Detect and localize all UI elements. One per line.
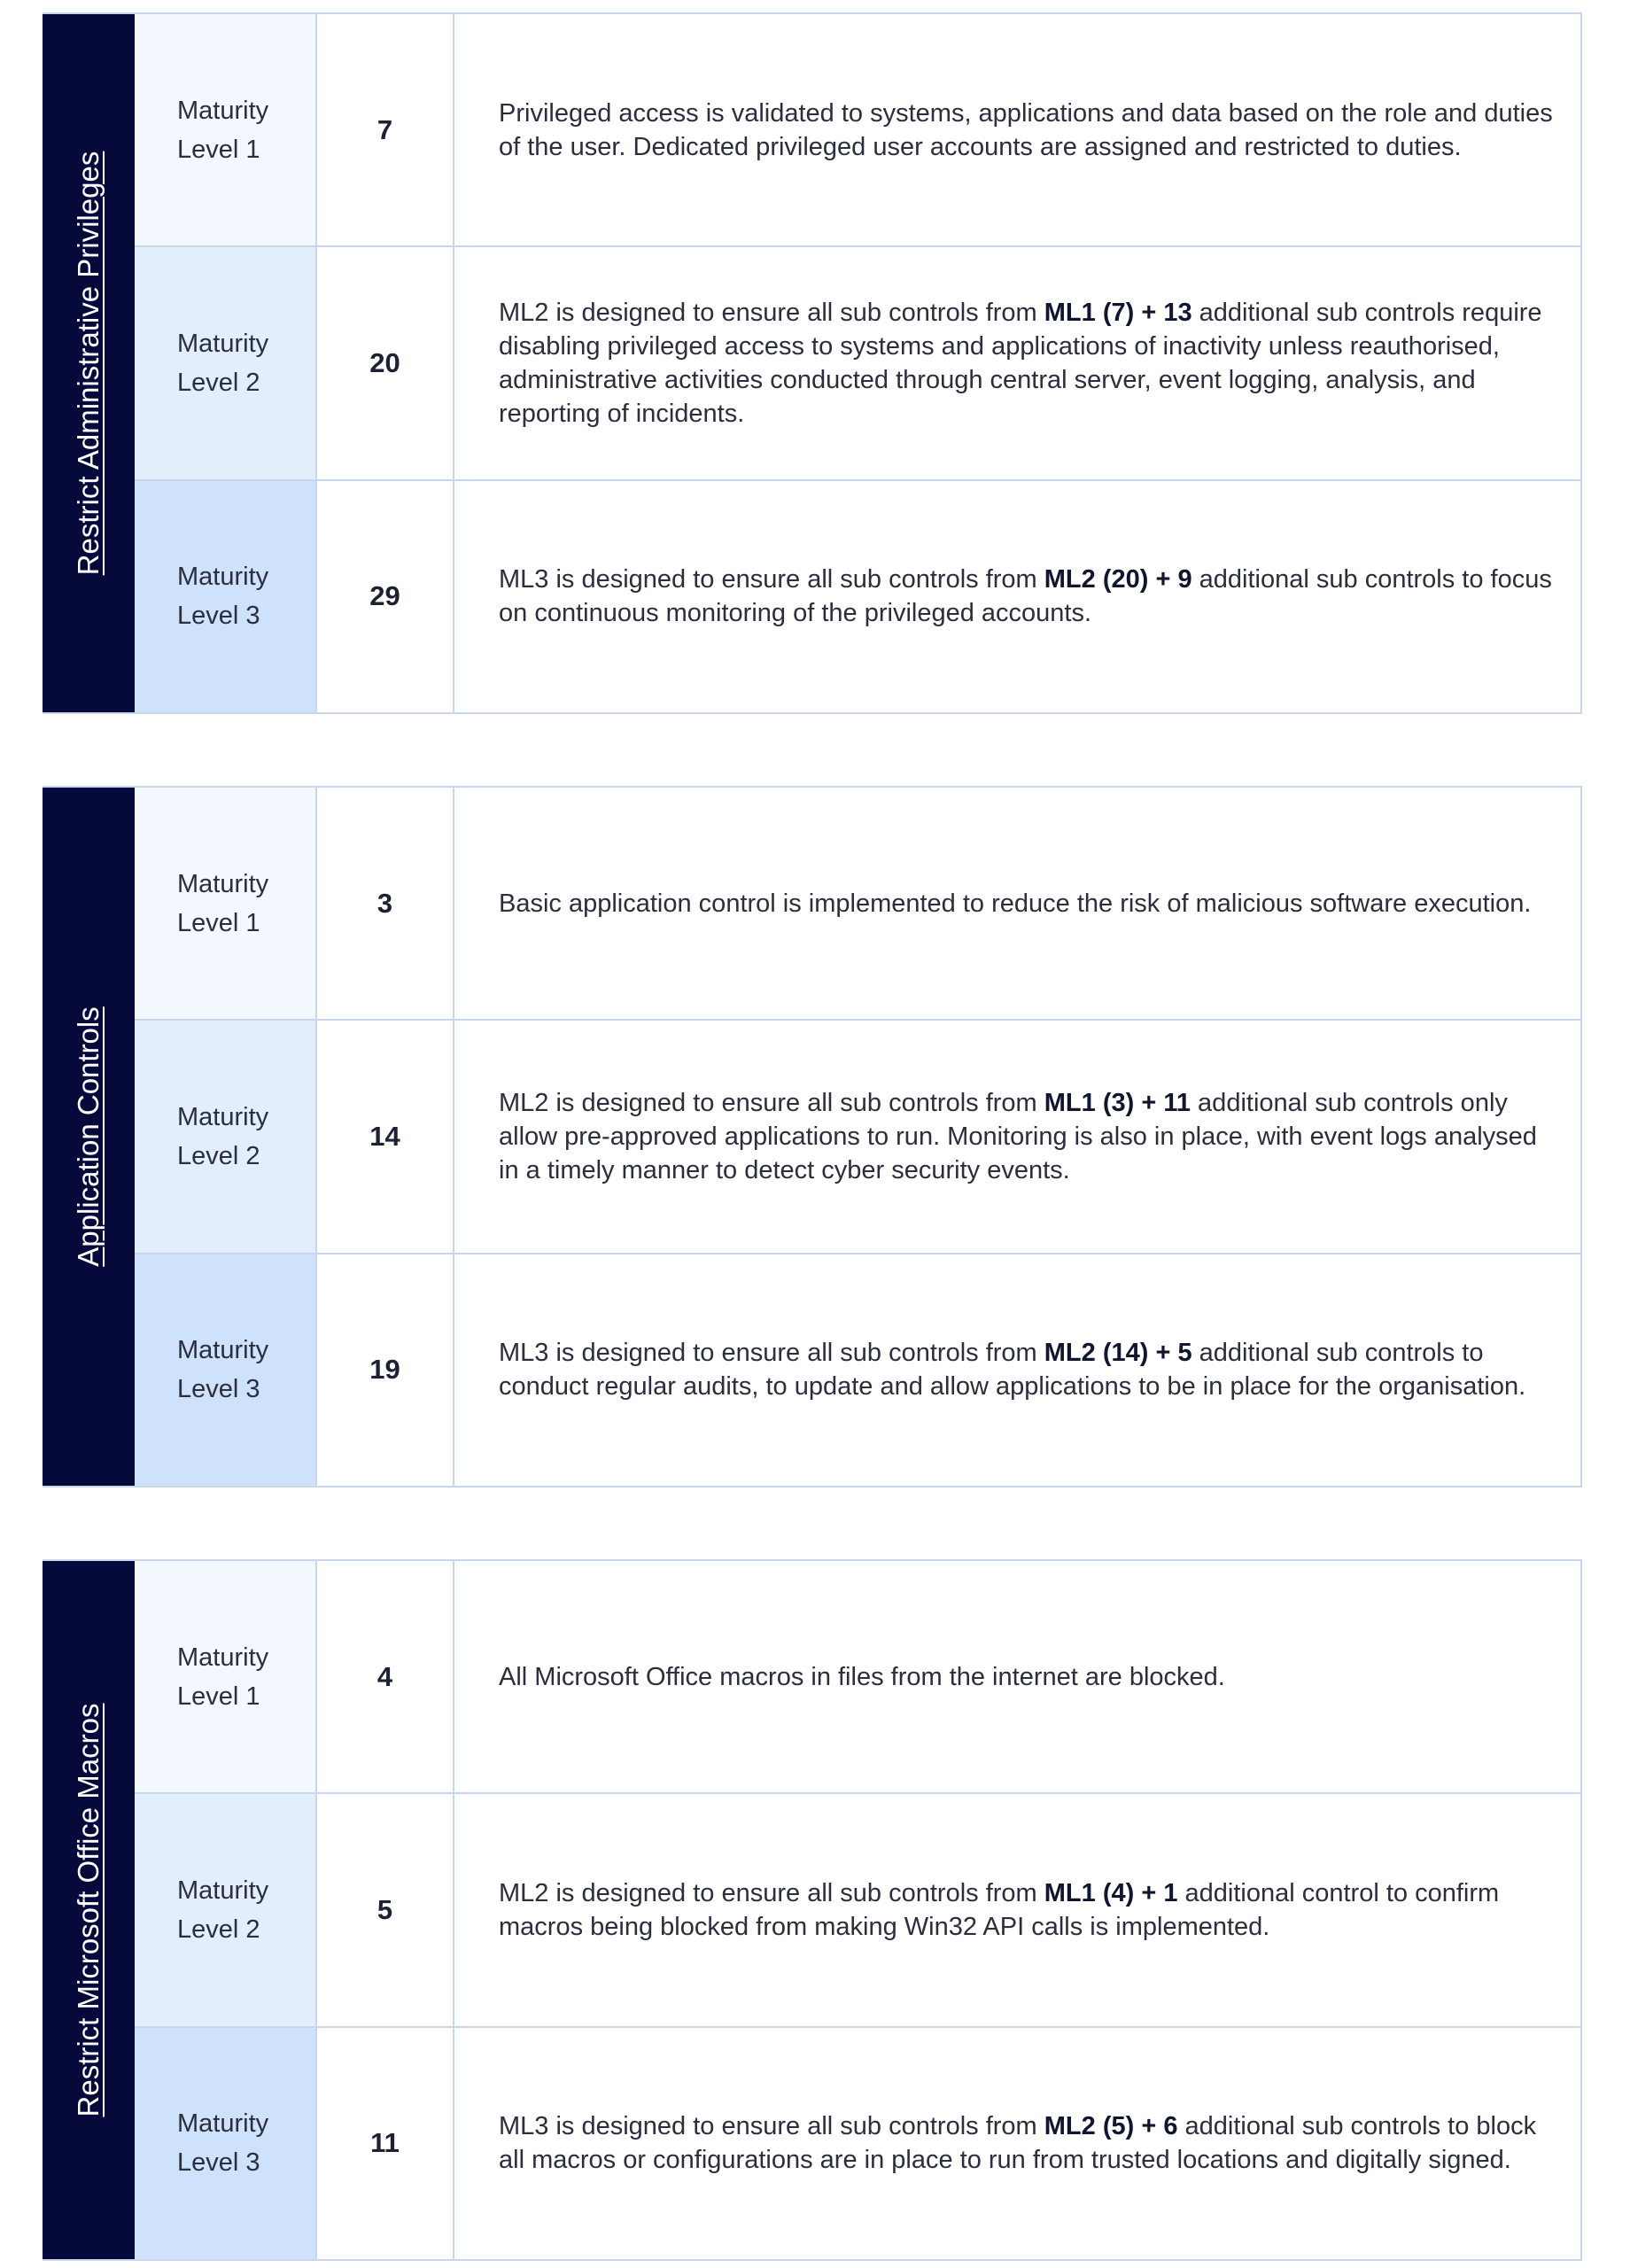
control-count: 5 (317, 1794, 454, 2025)
maturity-label: Maturity (177, 1336, 269, 1365)
description-cell (454, 1254, 1580, 1486)
description-plus: + (1134, 1088, 1164, 1117)
description-plus: + (1148, 1339, 1178, 1368)
description-text: Basic application control is implemented to reduce the risk of malicious software execution. (499, 889, 1532, 918)
description-text: ML2 is designed to ensure all sub controls from (499, 298, 1044, 327)
control-count: 20 (317, 247, 454, 478)
control-count: 19 (317, 1254, 454, 1486)
maturity-row-3 (135, 1253, 1580, 1486)
maturity-rows (135, 788, 1580, 1486)
section-title: Restrict Microsoft Office Macros (72, 1703, 105, 2117)
description-bold-ref: ML1 (3) (1044, 1088, 1135, 1117)
maturity-rows (135, 14, 1580, 712)
maturity-label: Maturity (177, 2109, 269, 2139)
maturity-level-cell (135, 1254, 317, 1486)
maturity-label: Maturity (177, 96, 269, 125)
description-bold-ref: ML2 (5) (1044, 2112, 1135, 2141)
section-title: Application Controls (72, 1006, 105, 1267)
maturity-level-cell (135, 1021, 317, 1252)
description-cell (454, 2028, 1580, 2259)
description-text-rest: additional control to confirm macros being blocked from making Win32 API calls is implemented. (499, 1878, 1500, 1941)
maturity-label: Maturity (177, 329, 269, 358)
maturity-label: Maturity (177, 1643, 269, 1672)
section-title: Restrict Administrative Privileges (72, 151, 105, 576)
description-text: ML3 is designed to ensure all sub controls from (499, 565, 1044, 594)
description-plus: + (1134, 1878, 1164, 1907)
section-restrict-admin-privileges (43, 12, 1582, 714)
section-application-controls (43, 786, 1582, 1487)
control-count: 14 (317, 1021, 454, 1252)
description-bold-count: 11 (1163, 1088, 1191, 1117)
control-count: 11 (317, 2028, 454, 2259)
description-cell (454, 1561, 1580, 1792)
maturity-level-cell (135, 14, 317, 245)
description-bold-ref: ML2 (20) (1044, 565, 1149, 594)
description-text: ML2 is designed to ensure all sub controls from (499, 1878, 1044, 1907)
description-cell (454, 481, 1580, 712)
description-plus: + (1134, 2112, 1164, 2141)
control-count: 3 (317, 788, 454, 1019)
description-bold-ref: ML2 (14) (1044, 1339, 1149, 1368)
maturity-label: Maturity (177, 1102, 269, 1131)
description-text-rest: additional sub controls require disabling privileged access to systems and applications of inactivity unless reauthorised, administrative activities conducted through central server, event logging, analysis, and reporting of incidents. (499, 298, 1542, 428)
section-sidebar (43, 14, 135, 712)
maturity-row-1 (135, 788, 1580, 1019)
maturity-row-2 (135, 245, 1580, 478)
maturity-label: Maturity (177, 1876, 269, 1905)
description-bold-ref: ML1 (7) (1044, 298, 1135, 327)
level-label: Level 2 (177, 1141, 260, 1170)
maturity-level-cell (135, 2028, 317, 2259)
maturity-label: Maturity (177, 869, 269, 898)
level-label: Level 3 (177, 2148, 260, 2178)
description-text-rest: additional sub controls to block all macros or configurations are in place to run from trusted locations and digitally signed. (499, 2112, 1537, 2175)
section-sidebar (43, 788, 135, 1486)
maturity-level-cell (135, 247, 317, 478)
maturity-level-cell (135, 1794, 317, 2025)
description-text: All Microsoft Office macros in files from the internet are blocked. (499, 1662, 1225, 1691)
maturity-row-1 (135, 1561, 1580, 1792)
maturity-row-1 (135, 14, 1580, 245)
description-plus: + (1134, 298, 1164, 327)
description-bold-count: 6 (1163, 2112, 1178, 2141)
level-label: Level 2 (177, 1915, 260, 1944)
description-bold-ref: ML1 (4) (1044, 1878, 1135, 1907)
control-count: 4 (317, 1561, 454, 1792)
maturity-level-cell (135, 788, 317, 1019)
maturity-row-3 (135, 479, 1580, 712)
description-text: Privileged access is validated to systems, applications and data based on the role and duties of the user. Dedicated privileged user accounts are assigned and restricted to duties. (499, 98, 1553, 161)
description-bold-count: 5 (1177, 1339, 1192, 1368)
level-label: Level 1 (177, 1682, 260, 1711)
maturity-row-2 (135, 1019, 1580, 1252)
maturity-label: Maturity (177, 563, 269, 592)
description-cell (454, 14, 1580, 245)
description-bold-count: 1 (1163, 1878, 1178, 1907)
description-text: ML3 is designed to ensure all sub controls from (499, 1339, 1044, 1368)
description-text-rest: additional sub controls to conduct regular audits, to update and allow applications to be in place for the organisation. (499, 1339, 1526, 1402)
control-count: 7 (317, 14, 454, 245)
level-label: Level 3 (177, 1375, 260, 1404)
description-cell (454, 1794, 1580, 2025)
description-text: ML3 is designed to ensure all sub controls from (499, 2112, 1044, 2141)
description-bold-count: 9 (1177, 565, 1192, 594)
description-cell (454, 788, 1580, 1019)
control-count: 29 (317, 481, 454, 712)
description-text: ML2 is designed to ensure all sub controls from (499, 1088, 1044, 1117)
maturity-row-3 (135, 2026, 1580, 2259)
description-plus: + (1148, 565, 1178, 594)
level-label: Level 1 (177, 135, 260, 164)
description-text-rest: additional sub controls only allow pre-approved applications to run. Monitoring is also in place, with event logs analysed in a timely manner to detect cyber security events. (499, 1088, 1537, 1184)
section-restrict-office-macros (43, 1559, 1582, 2261)
level-label: Level 2 (177, 368, 260, 397)
description-cell (454, 1021, 1580, 1252)
maturity-rows (135, 1561, 1580, 2259)
maturity-level-cell (135, 481, 317, 712)
description-cell (454, 247, 1580, 478)
level-label: Level 1 (177, 908, 260, 937)
maturity-level-cell (135, 1561, 317, 1792)
level-label: Level 3 (177, 602, 260, 631)
section-sidebar (43, 1561, 135, 2259)
description-bold-count: 13 (1163, 298, 1192, 327)
description-text-rest: additional sub controls to focus on continuous monitoring of the privileged accounts. (499, 565, 1552, 628)
maturity-row-2 (135, 1792, 1580, 2025)
